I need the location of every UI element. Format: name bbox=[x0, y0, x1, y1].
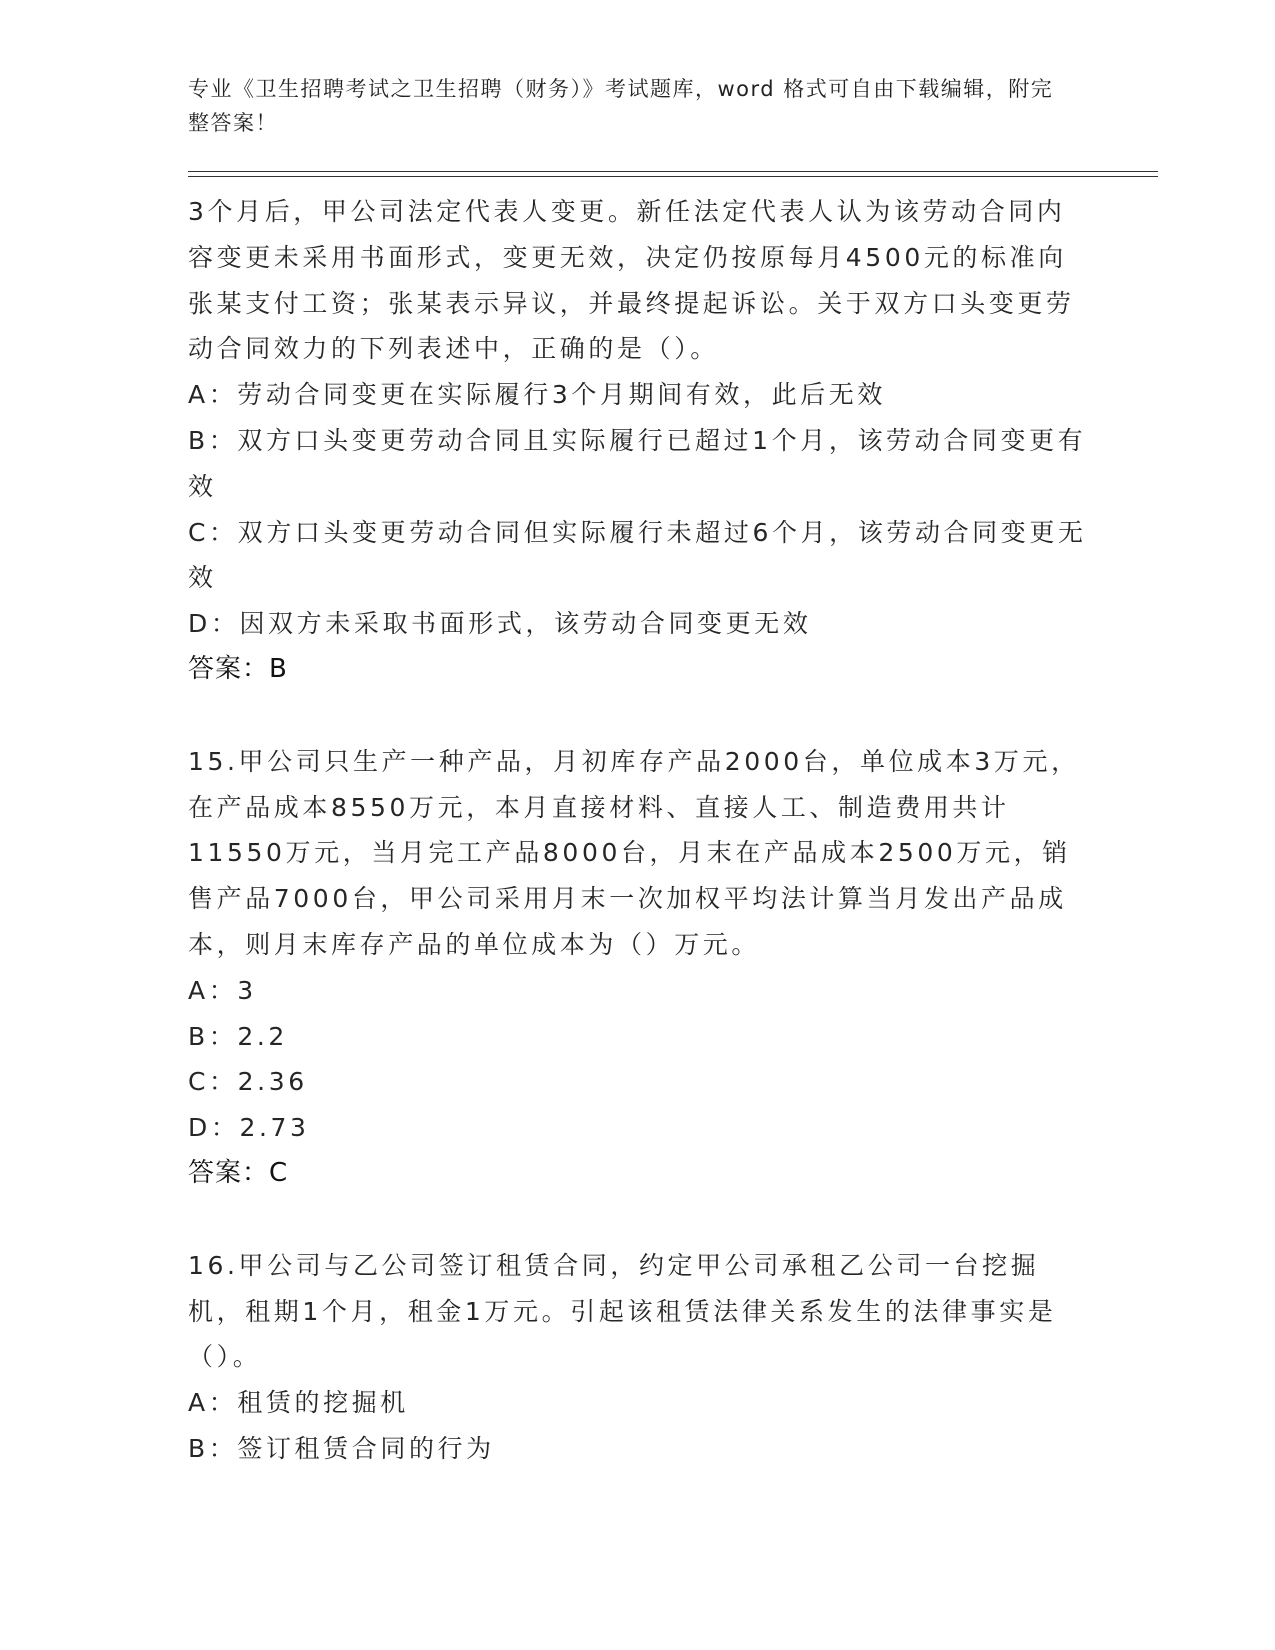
question-stem: 15.甲公司只生产一种产品，月初库存产品2000台，单位成本3万元，在产品成本8550万元，本月直接材料、直接人工、制造费用共计11550万元，当月完工产品8000台，月末在产品成本2500万元，销售产品7000台，甲公司采用月末一次加权平均法计算当月发出产品成本，则月末库存产品的单位成本为（）万元。 bbox=[188, 746, 1080, 959]
option-d: D：因双方未采取书面形式，该劳动合同变更无效 bbox=[188, 609, 812, 639]
question-block bbox=[188, 739, 1088, 1197]
option-a: A：劳动合同变更在实际履行3个月期间有效，此后无效 bbox=[188, 380, 887, 410]
option-c: C：双方口头变更劳动合同但实际履行未超过6个月，该劳动合同变更无效 bbox=[188, 517, 1087, 593]
option-a: A：租赁的挖掘机 bbox=[188, 1388, 409, 1418]
question-stem: 3个月后，甲公司法定代表人变更。新任法定代表人认为该劳动合同内容变更未采用书面形式，变更无效，决定仍按原每月4500元的标准向张某支付工资；张某表示异议，并最终提起诉讼。关于双方口头变更劳动合同效力的下列表述中，正确的是（）。 bbox=[188, 197, 1075, 364]
question-stem: 16.甲公司与乙公司签订租赁合同，约定甲公司承租乙公司一台挖掘机，租期1个月，租金1万元。引起该租赁法律关系发生的法律事实是（）。 bbox=[188, 1250, 1057, 1372]
page-header bbox=[188, 72, 1068, 140]
option-d: D：2.73 bbox=[188, 1113, 310, 1143]
answer: 答案：C bbox=[188, 1157, 289, 1188]
option-b: B：2.2 bbox=[188, 1021, 288, 1051]
spacer bbox=[188, 1197, 1088, 1243]
question-block bbox=[188, 189, 1088, 693]
question-list bbox=[188, 189, 1088, 1472]
option-c: C：2.36 bbox=[188, 1067, 308, 1097]
spacer bbox=[188, 693, 1088, 739]
option-a: A：3 bbox=[188, 975, 257, 1005]
option-b: B：签订租赁合同的行为 bbox=[188, 1433, 495, 1463]
header-rule-top bbox=[188, 171, 1158, 172]
answer: 答案：B bbox=[188, 653, 288, 684]
document-title: 专业《卫生招聘考试之卫生招聘（财务）》考试题库，word 格式可自由下载编辑，附完整答案！ bbox=[188, 77, 1054, 135]
option-b: B：双方口头变更劳动合同且实际履行已超过1个月，该劳动合同变更有效 bbox=[188, 425, 1087, 501]
header-rule-bottom bbox=[188, 176, 1158, 177]
question-block bbox=[188, 1243, 1088, 1472]
